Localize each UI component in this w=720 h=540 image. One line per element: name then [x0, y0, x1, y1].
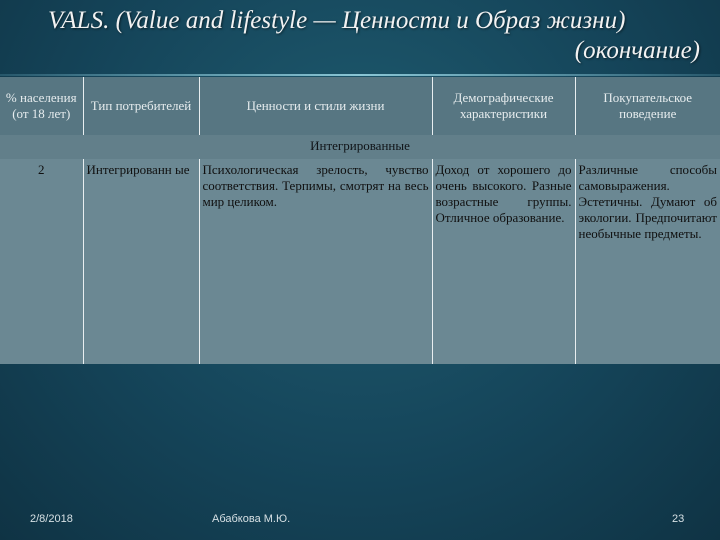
vals-table: [0, 77, 720, 364]
cell-values: Психологическая зрелость, чувство соответствия. Терпимы, смотрят на весь мир целиком.: [199, 159, 432, 364]
slide-title: [40, 6, 700, 66]
slide-title-line2: (окончание): [574, 37, 700, 64]
header-values: Ценности и стили жизни: [199, 77, 432, 135]
group-row: [0, 135, 720, 159]
footer-date: 2/8/2018: [30, 513, 73, 525]
cell-percent: 2: [0, 159, 83, 364]
footer-page-number: 23: [672, 513, 685, 525]
header-behavior: Покупательское поведение: [575, 77, 720, 135]
cell-type: Интегрированн ые: [83, 159, 199, 364]
table-header-row: [0, 77, 720, 135]
slide-title-line1: VALS. (Value and lifestyle — Ценности и Образ жизни): [48, 7, 626, 34]
table-row: [0, 159, 720, 364]
header-type: Тип потребителей: [83, 77, 199, 135]
header-demographics: Демографические характеристики: [432, 77, 575, 135]
cell-behavior: Различные способы самовыражения. Эстетичны. Думают об экологии. Предпочитают необычные предметы.: [575, 159, 720, 364]
title-divider: [0, 74, 720, 76]
group-label: Интегрированные: [0, 135, 720, 159]
footer-author: Абабкова М.Ю.: [212, 513, 291, 525]
header-percent: % населения (от 18 лет): [0, 77, 83, 135]
cell-demographics: Доход от хорошего до очень высокого. Разные возрастные группы. Отличное образование.: [432, 159, 575, 364]
